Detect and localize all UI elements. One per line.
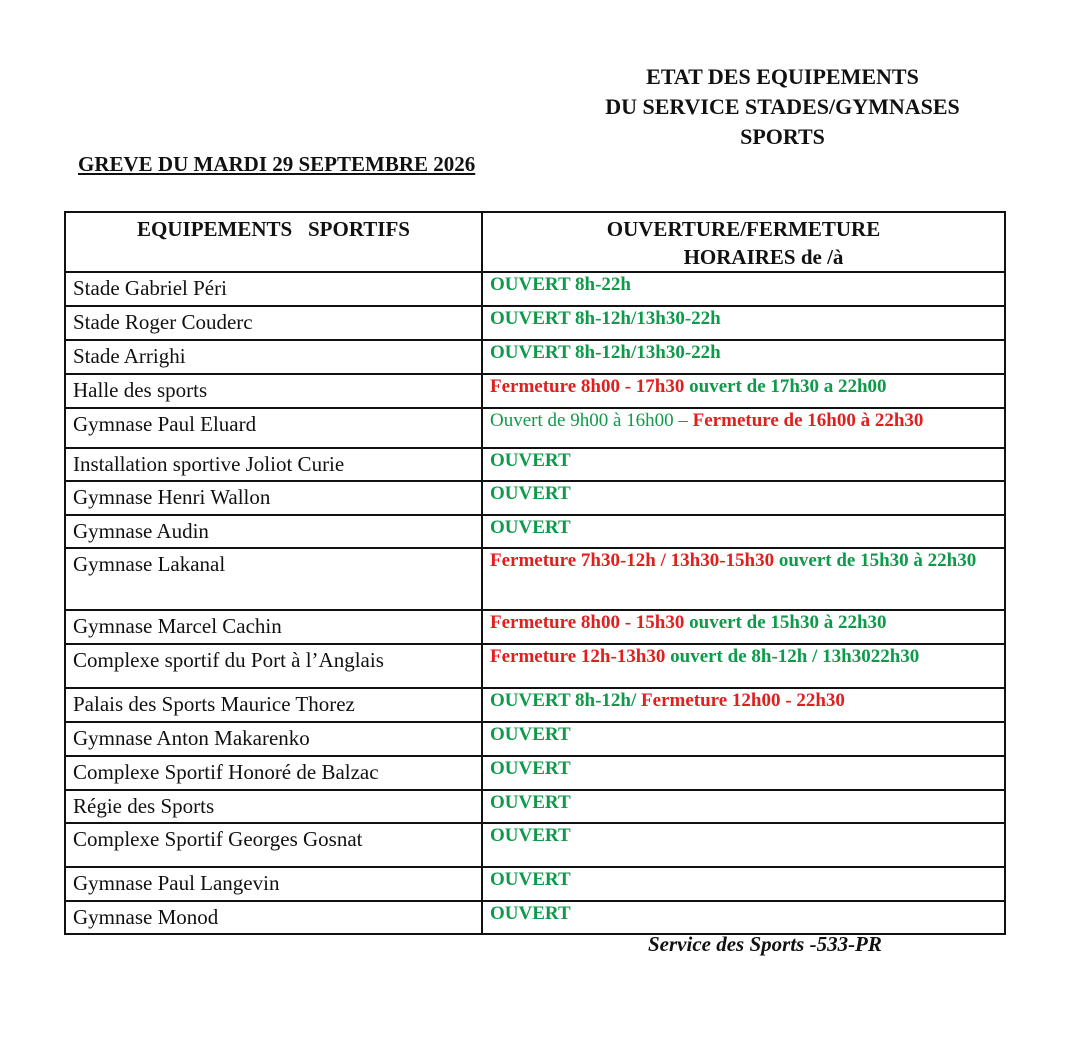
table-row — [65, 722, 1005, 756]
opening-status — [482, 481, 1005, 515]
open-text: OUVERT — [490, 792, 571, 813]
opening-status — [482, 374, 1005, 408]
title-line-2: DU SERVICE STADES/GYMNASES — [605, 94, 960, 119]
open-text: OUVERT — [490, 758, 571, 779]
equipment-name: Gymnase Marcel Cachin — [65, 610, 482, 644]
column-header-hours-line-1: OUVERTURE/FERMETURE — [606, 217, 881, 241]
opening-status — [482, 548, 1005, 610]
opening-status — [482, 790, 1005, 823]
open-text: OUVERT — [490, 450, 571, 471]
open-text: Ouvert de 9h00 à 16h00 – — [490, 410, 693, 431]
open-text: OUVERT — [490, 825, 571, 846]
table-row — [65, 644, 1005, 688]
open-text: OUVERT — [490, 483, 571, 504]
equipment-name: Halle des sports — [65, 374, 482, 408]
open-text: OUVERT — [490, 724, 571, 745]
title-line-3: SPORTS — [740, 124, 825, 149]
column-header-equipment: EQUIPEMENTS SPORTIFS — [65, 212, 482, 272]
equipment-table — [64, 211, 1006, 935]
equipment-name: Gymnase Henri Wallon — [65, 481, 482, 515]
table-row — [65, 823, 1005, 867]
table-row — [65, 272, 1005, 306]
equipment-name: Régie des Sports — [65, 790, 482, 823]
table-header-row — [65, 212, 1005, 272]
closure-text: Fermeture 12h-13h30 — [490, 646, 666, 667]
column-header-hours — [482, 212, 1005, 272]
closure-text: Fermeture de 16h00 à 22h30 — [692, 410, 924, 431]
equipment-name: Stade Gabriel Péri — [65, 272, 482, 306]
opening-status — [482, 756, 1005, 790]
table-row — [65, 548, 1005, 610]
open-text: OUVERT — [490, 517, 571, 538]
closure-text: Fermeture 7h30-12h / 13h30-15h30 — [490, 550, 775, 571]
opening-status — [482, 272, 1005, 306]
opening-status — [482, 515, 1005, 548]
equipment-name: Stade Arrighi — [65, 340, 482, 374]
opening-status — [482, 448, 1005, 481]
open-text: OUVERT — [490, 869, 571, 890]
opening-status — [482, 901, 1005, 934]
table-row — [65, 408, 1005, 448]
opening-status — [482, 823, 1005, 867]
table-row — [65, 790, 1005, 823]
open-text: ouvert de 8h-12h / 13h3022h30 — [665, 646, 920, 667]
equipment-name: Stade Roger Couderc — [65, 306, 482, 340]
open-text: ouvert de 17h30 a 22h00 — [684, 376, 887, 397]
opening-status — [482, 610, 1005, 644]
opening-status — [482, 688, 1005, 722]
open-text: ouvert de 15h30 à 22h30 — [774, 550, 977, 571]
column-header-hours-line-2: HORAIRES de /à — [683, 245, 844, 269]
equipment-name: Gymnase Lakanal — [65, 548, 482, 610]
opening-status — [482, 340, 1005, 374]
open-text: OUVERT 8h-12h/ — [490, 690, 642, 711]
table-row — [65, 448, 1005, 481]
strike-date-heading: GREVE DU MARDI 29 SEPTEMBRE 2026 — [78, 152, 476, 176]
closure-text: Fermeture 8h00 - 17h30 — [490, 376, 685, 397]
table-row — [65, 756, 1005, 790]
opening-status — [482, 722, 1005, 756]
equipment-name: Complexe Sportif Georges Gosnat — [65, 823, 482, 867]
document-title — [560, 62, 1005, 152]
opening-status — [482, 867, 1005, 901]
table-row — [65, 340, 1005, 374]
footer-signature: Service des Sports -533-PR — [648, 932, 882, 956]
open-text: OUVERT 8h-12h/13h30-22h — [490, 342, 721, 363]
table-row — [65, 610, 1005, 644]
open-text: OUVERT — [490, 903, 571, 924]
equipment-name: Gymnase Monod — [65, 901, 482, 934]
equipment-name: Gymnase Paul Langevin — [65, 867, 482, 901]
table-row — [65, 374, 1005, 408]
open-text: OUVERT 8h-22h — [490, 274, 631, 295]
opening-status — [482, 408, 1005, 448]
equipment-name: Gymnase Anton Makarenko — [65, 722, 482, 756]
table-row — [65, 515, 1005, 548]
title-line-1: ETAT DES EQUIPEMENTS — [646, 64, 919, 89]
equipment-name: Installation sportive Joliot Curie — [65, 448, 482, 481]
open-text: ouvert de 15h30 à 22h30 — [684, 612, 887, 633]
equipment-name: Complexe sportif du Port à l’Anglais — [65, 644, 482, 688]
equipment-name: Gymnase Paul Eluard — [65, 408, 482, 448]
table-row — [65, 867, 1005, 901]
open-text: OUVERT 8h-12h/13h30-22h — [490, 308, 721, 329]
table-row — [65, 306, 1005, 340]
opening-status — [482, 644, 1005, 688]
opening-status — [482, 306, 1005, 340]
equipment-name: Palais des Sports Maurice Thorez — [65, 688, 482, 722]
equipment-name: Complexe Sportif Honoré de Balzac — [65, 756, 482, 790]
equipment-name: Gymnase Audin — [65, 515, 482, 548]
table-row — [65, 688, 1005, 722]
table-row — [65, 481, 1005, 515]
closure-text: Fermeture 8h00 - 15h30 — [490, 612, 685, 633]
closure-text: Fermeture 12h00 - 22h30 — [641, 690, 845, 711]
table-row — [65, 901, 1005, 934]
